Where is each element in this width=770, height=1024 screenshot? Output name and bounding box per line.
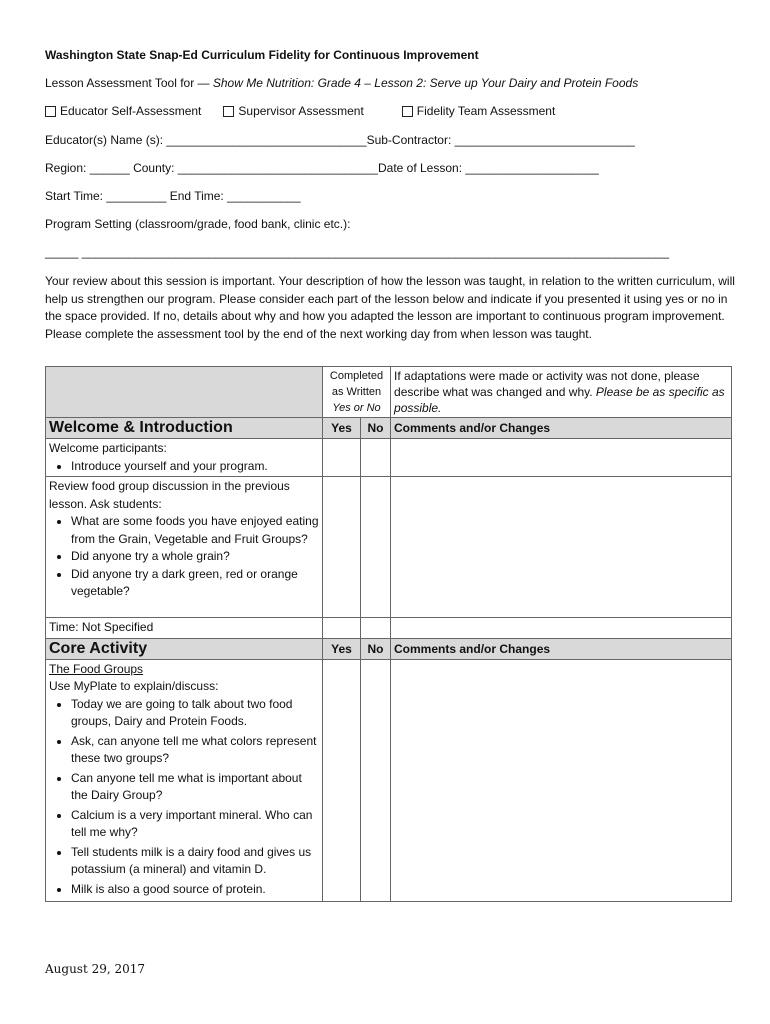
- no-cell[interactable]: [361, 477, 391, 618]
- checkbox-box-icon: [45, 106, 56, 117]
- section-title-core: Core Activity: [46, 638, 323, 659]
- region-county-date-field[interactable]: Region: ______ County: ______________________________Date of Lesson: ____________________: [45, 161, 599, 175]
- list-item: • Did anyone try a whole grain?: [71, 548, 319, 566]
- educator-self-assessment-checkbox[interactable]: [45, 104, 201, 118]
- activity-list: [49, 458, 319, 476]
- completed-as-written-header: [323, 367, 391, 418]
- yes-cell[interactable]: [323, 439, 361, 477]
- comments-column-header: Comments and/or Changes: [391, 418, 732, 439]
- activity-cell: [46, 439, 323, 477]
- assessment-type-group: [45, 104, 577, 118]
- document-date-footer: August 29, 2017: [45, 962, 146, 976]
- checkbox-label: Fidelity Team Assessment: [416, 104, 556, 118]
- no-cell[interactable]: [361, 618, 391, 639]
- yes-cell[interactable]: [323, 659, 361, 902]
- educator-name-field[interactable]: Educator(s) Name (s): ______________________________Sub-Contractor: ___________________________: [45, 133, 635, 147]
- document-title: Washington State Snap-Ed Curriculum Fidelity for Continuous Improvement: [45, 48, 479, 62]
- subtitle-lesson: Show Me Nutrition: Grade 4 – Lesson 2: Serve up Your Dairy and Protein Foods: [212, 76, 639, 90]
- intro-paragraph: Your review about this session is important. Your description of how the lesson was taught, in relation to the written curriculum, will help us strengthen our program. Please consider each part of the lesson below and indicate if you presented it using yes or no in the space provided. If no, details about why and how you adapted the lesson are important to continuous program improvement. Please complete the assessment tool by the end of the next working day from when lesson was taught.: [45, 274, 735, 341]
- comments-cell[interactable]: [391, 659, 732, 902]
- subtitle-prefix: Lesson Assessment Tool for —: [45, 76, 213, 90]
- no-column-header: No: [361, 638, 391, 659]
- no-column-header: No: [361, 418, 391, 439]
- supervisor-assessment-checkbox[interactable]: [223, 104, 363, 118]
- list-item: • Can anyone tell me what is important about the Dairy Group?: [71, 770, 319, 805]
- checkbox-label: Supervisor Assessment: [238, 104, 364, 118]
- yes-column-header: Yes: [323, 638, 361, 659]
- list-item: • What are some foods you have enjoyed eating from the Grain, Vegetable and Fruit Groups?: [71, 513, 319, 548]
- yes-column-header: Yes: [323, 418, 361, 439]
- comments-cell[interactable]: [391, 439, 732, 477]
- activity-subheading: The Food Groups: [49, 661, 144, 676]
- table-row: [46, 477, 732, 618]
- list-item: • Milk is also a good source of protein.: [71, 881, 319, 899]
- table-header-row: [46, 367, 732, 418]
- section-row-welcome: [46, 418, 732, 439]
- checkbox-box-icon: [223, 106, 234, 117]
- activity-heading: Use MyPlate to explain/discuss:: [49, 679, 219, 693]
- note-italic: Please be as specific as possible.: [394, 385, 725, 415]
- table-row: [46, 618, 732, 639]
- yes-cell[interactable]: [323, 477, 361, 618]
- adaptation-note-header: [391, 367, 732, 418]
- section-row-core: [46, 638, 732, 659]
- activity-list: [49, 513, 319, 601]
- list-item: • Did anyone try a dark green, red or orange vegetable?: [71, 566, 319, 601]
- note-plain: If adaptations were made or activity was not done, please describe what was changed and why.: [394, 369, 700, 399]
- table-row: [46, 439, 732, 477]
- list-item: • Today we are going to talk about two food groups, Dairy and Protein Foods.: [71, 696, 319, 731]
- yes-cell[interactable]: [323, 618, 361, 639]
- no-cell[interactable]: [361, 439, 391, 477]
- activity-cell: [46, 477, 323, 618]
- activity-list: [49, 696, 319, 899]
- list-item: • Tell students milk is a dairy food and gives us potassium (a mineral) and vitamin D.: [71, 844, 319, 879]
- checkbox-label: Educator Self-Assessment: [60, 104, 202, 118]
- start-end-time-field[interactable]: Start Time: _________ End Time: ___________: [45, 189, 301, 203]
- comments-cell[interactable]: [391, 618, 732, 639]
- no-cell[interactable]: [361, 659, 391, 902]
- program-setting-field[interactable]: _____ ________________________________________________________________________________________: [45, 245, 669, 259]
- section-title-welcome: Welcome & Introduction: [46, 418, 323, 439]
- comments-cell[interactable]: [391, 477, 732, 618]
- list-item: • Introduce yourself and your program.: [71, 458, 319, 476]
- document-subtitle: [45, 76, 638, 90]
- program-setting-label: Program Setting (classroom/grade, food bank, clinic etc.):: [45, 217, 351, 231]
- fidelity-team-assessment-checkbox[interactable]: [402, 104, 556, 118]
- yes-or-no-line: Yes or No: [332, 402, 381, 414]
- list-item: • Ask, can anyone tell me what colors represent these two groups?: [71, 733, 319, 768]
- activity-heading: Welcome participants:: [49, 441, 167, 455]
- as-written-line: as Written: [331, 386, 382, 398]
- activity-cell: [46, 659, 323, 902]
- header-blank-cell: [46, 367, 323, 418]
- list-item: • Calcium is a very important mineral. Who can tell me why?: [71, 807, 319, 842]
- completed-line: Completed: [329, 370, 384, 382]
- activity-heading: Review food group discussion in the previous lesson. Ask students:: [49, 479, 290, 511]
- comments-column-header: Comments and/or Changes: [391, 638, 732, 659]
- table-row: [46, 659, 732, 902]
- time-cell: Time: Not Specified: [46, 618, 323, 639]
- lesson-assessment-table: [45, 366, 732, 902]
- checkbox-box-icon: [402, 106, 413, 117]
